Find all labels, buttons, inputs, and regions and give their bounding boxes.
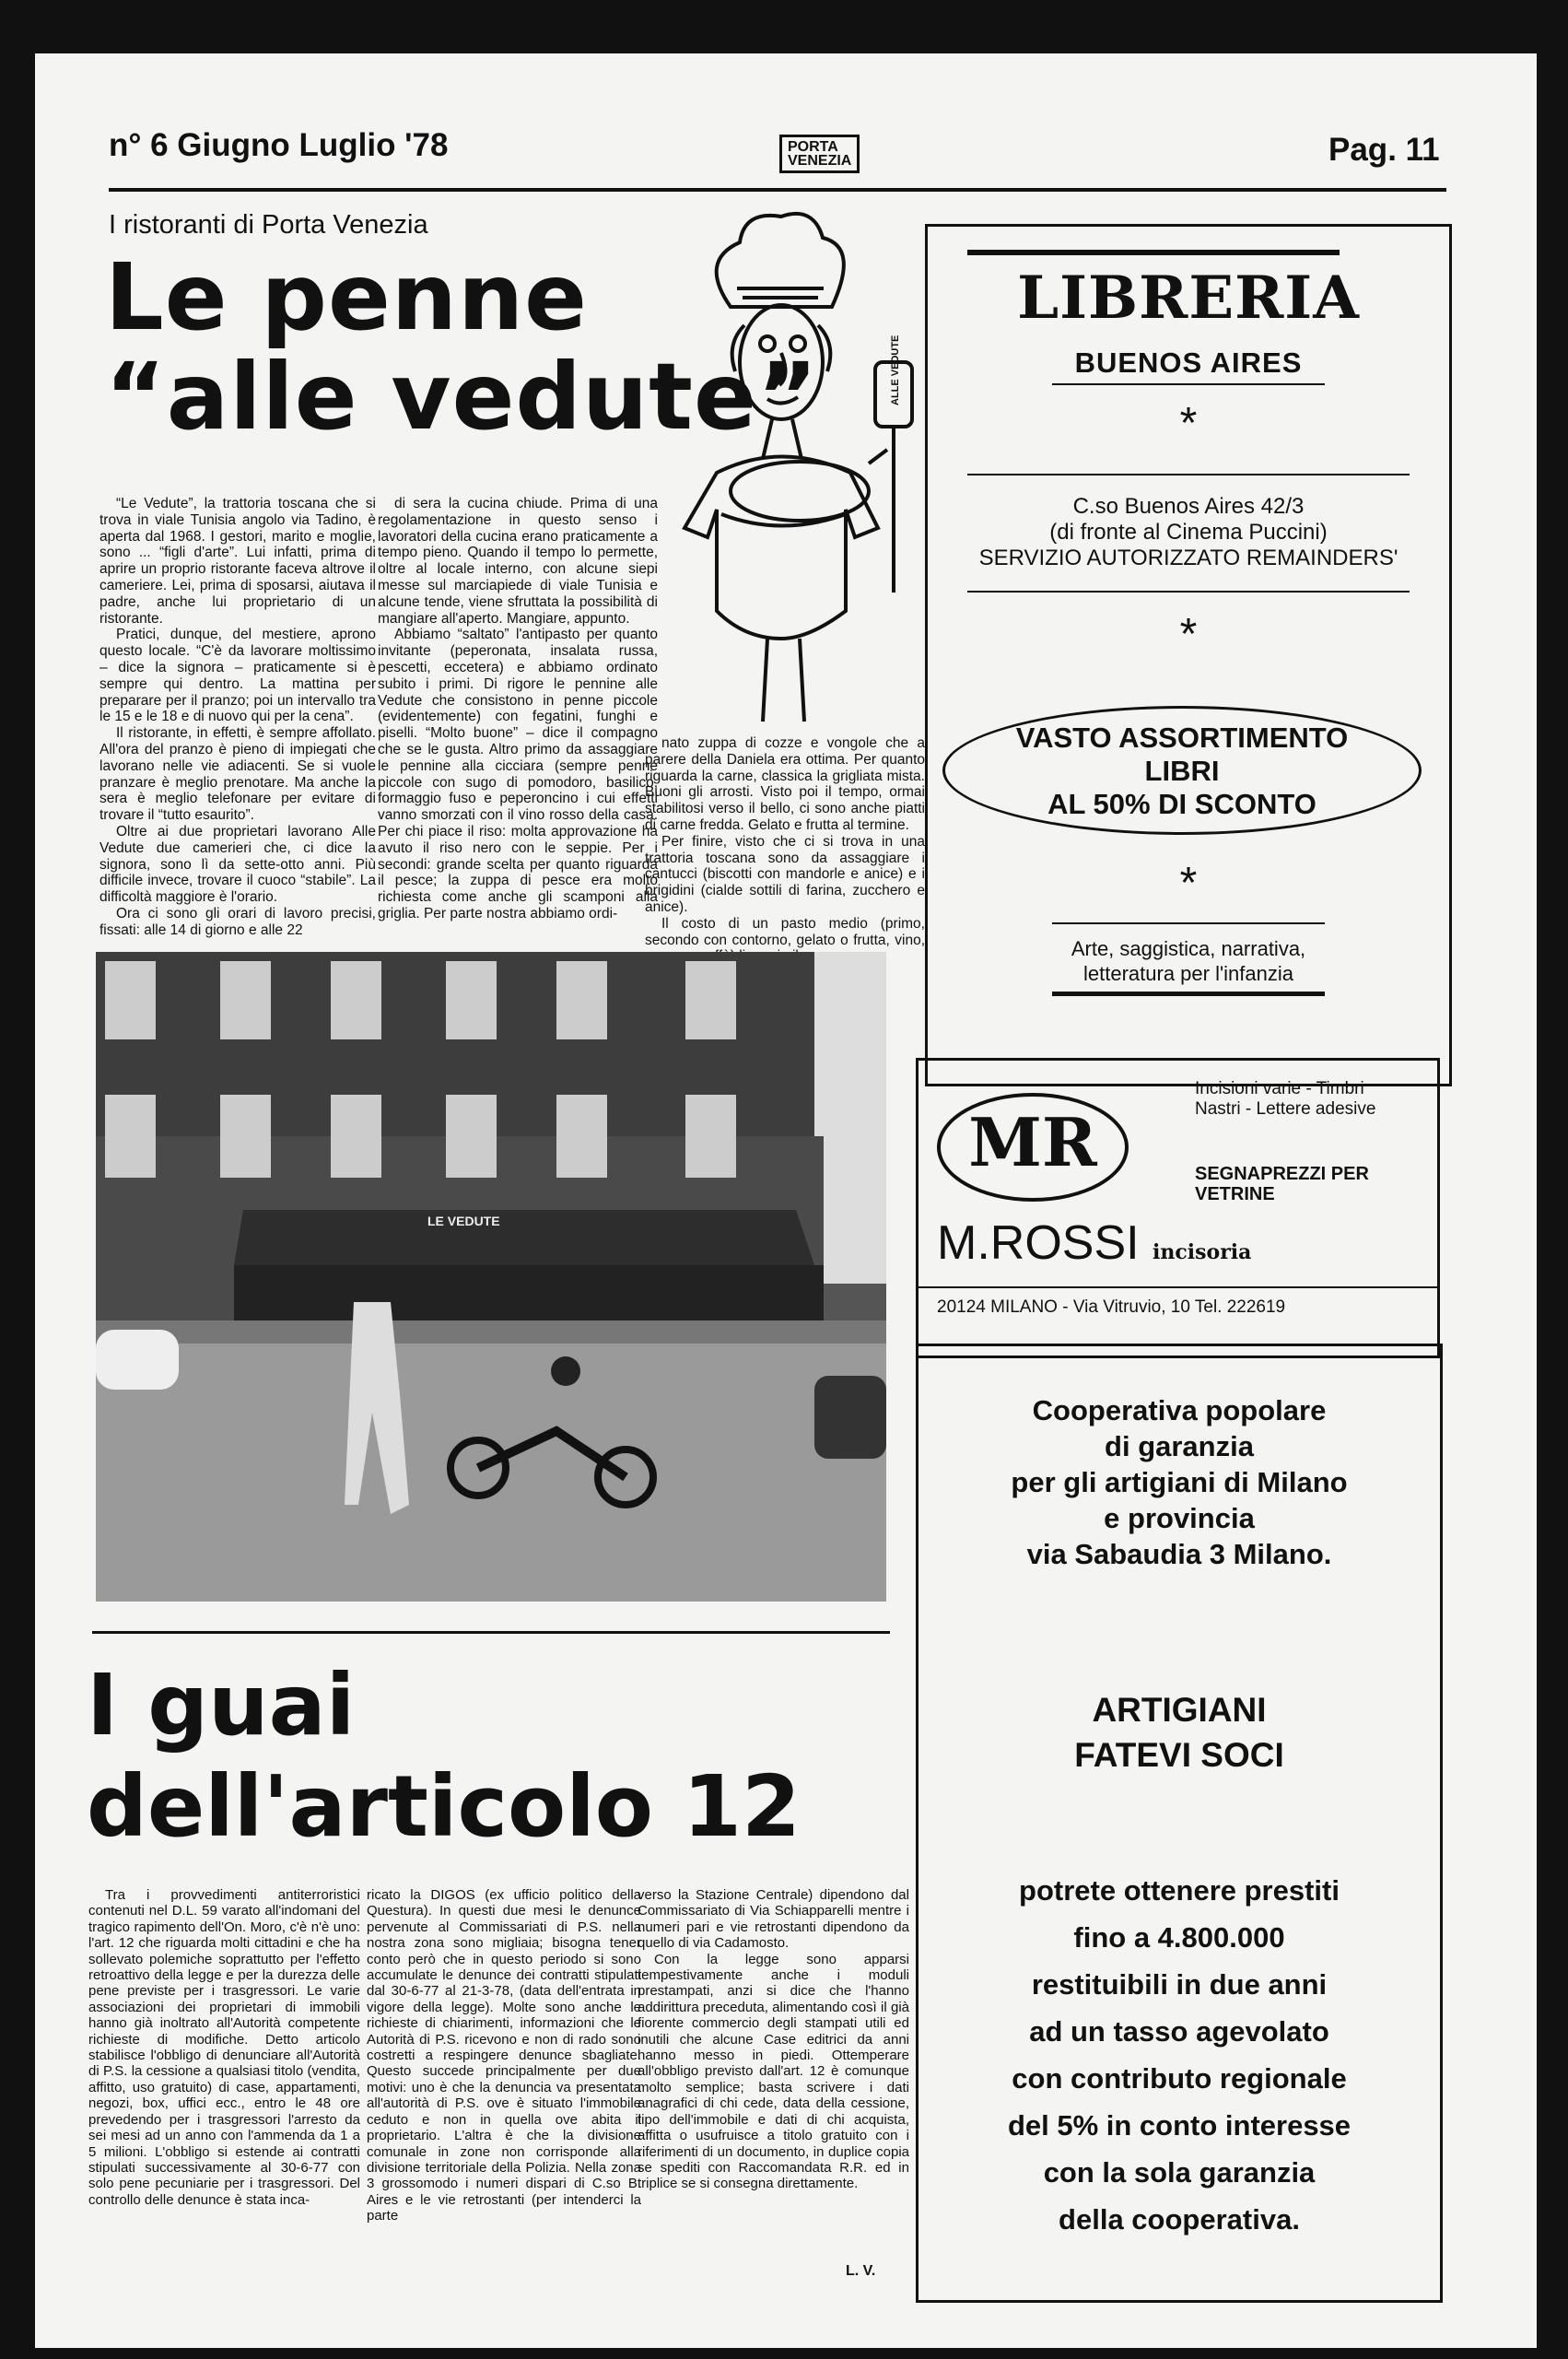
article1-col3-para: Per finire, visto che ci si trova in una trattoria toscana sono da assaggiare i cantucci (biscotti con mandorle e anice) e i brigidini (cialde sottili di farina, zucchero e anice).: [645, 833, 925, 915]
libreria-footer2: letteratura per l'infanzia: [1083, 962, 1293, 985]
porta-venezia-logo: [779, 135, 860, 173]
chef-illustration: [634, 205, 933, 726]
star-ornament: *: [1179, 610, 1198, 659]
coop-middle-block: [919, 1687, 1440, 1778]
libreria-ad: [925, 224, 1452, 1086]
rossi-address: 20124 MILANO - Via Vitruvio, 10 Tel. 222619: [937, 1297, 1286, 1317]
article1-col1-para: “Le Vedute”, la trattoria toscana che si trova in viale Tunisia angolo via Tadino, è aperta dal 1968. I gestori, marito e moglie, sono ... “figli d'arte”. Lui infatti, prima di aprire un proprio ristorante faceva altrove il cameriere. Lei, prima di sposarsi, aiutava il padre, anche lui proprietario di un ristorante.: [99, 496, 376, 627]
article1-column1: [99, 496, 376, 939]
coop-bottom-line: della cooperativa.: [1059, 2203, 1300, 2236]
logo-line1: PORTA: [788, 139, 838, 155]
coop-bottom-line: con contributo regionale: [1012, 2062, 1347, 2095]
article2-col2-para: ricato la DIGOS (ex ufficio politico della Questura). In questi due mesi le denunce pervenute al Commissariati di P.S. nella nostra zona sono migliaia; bisogna tener conto però che in questo periodo si sono accumulate le denunce dei contratti stipulati dal 30-6-77 al 21-3-78, (data dell'entrata in vigore della legge). Molte sono anche le richieste di chiarimenti, informazioni che le Autorità di P.S. ricevono e non di rado sono costretti a respingere denunce sbagliate. Questo succede principalmente per due motivi: uno è che la denuncia va presentata all'autorità di P.S. ove è situato l'immobile ceduto e non in quella ove abita il proprietario. L'altra è che la divisione comunale in zone non corrisponde alla divisione territoriale della Polizia. Nella zona 3 grossomodo i numeri dispari di C.so B. Aires e le vie retrostanti (per intenderci la parte: [367, 1887, 641, 2224]
libreria-address2: (di fronte al Cinema Puccini): [1049, 520, 1328, 545]
page-number: Pag. 11: [1328, 132, 1440, 168]
article2-column3: [638, 1887, 909, 2192]
article1-title-line1: Le penne: [105, 243, 588, 351]
libreria-subname: BUENOS AIRES: [1074, 346, 1303, 379]
article1-col3-para: Il costo di un pasto medio (primo, secondo con contorno, gelato o frutta, vino,: [645, 915, 925, 948]
newspaper-page: [35, 53, 1537, 2348]
ad-rule: [967, 250, 1340, 255]
coop-middle-line: ARTIGIANI: [1092, 1691, 1267, 1729]
article1-col2-para: di sera la cucina chiude. Prima di una regolamentazione in questo senso i lavoratori della cucina erano praticamente a tempo pieno. Quando il tempo lo permette, oltre al locale interno, con alcune siepi messe sul marciapiede di viale Tunisia e alcune tende, viene sfruttata la possibilità di mangiare all'aperto. Mangiare, appunto.: [378, 496, 658, 627]
coop-bottom-line: del 5% in conto interesse: [1007, 2109, 1352, 2142]
coop-top-line: per gli artigiani di Milano: [1011, 1466, 1348, 1498]
article1-title-line2: “alle vedute”: [105, 343, 819, 451]
oval-line3: AL 50% DI SCONTO: [1047, 788, 1316, 820]
article1-col1-para: Oltre ai due proprietari lavorano Alle Vedute due camerieri che, ci dice la signora, sono lì da sette-otto anni. Più difficile invece, trovare il cuoco “stabile”. La difficoltà maggiore è l'orario.: [99, 823, 376, 906]
discount-oval: [942, 706, 1422, 835]
rossi-monogram: MR: [968, 1103, 1097, 1181]
article1-kicker: I ristoranti di Porta Venezia: [109, 210, 428, 240]
coop-top-line: e provincia: [1104, 1502, 1255, 1534]
article2-rule: [92, 1631, 890, 1634]
article2-col3-para: verso la Stazione Centrale) dipendono dal Commissariato di Via Schiapparelli mentre i numeri pari e vie retrostanti dipendono da quello di via Cadamosto.: [638, 1887, 909, 1952]
cooperativa-ad: [916, 1344, 1443, 2303]
article2-col1-para: Tra i provvedimenti antiterroristici contenuti nel D.L. 59 varato all'indomani del tragico rapimento dell'On. Moro, c'è n'è uno: l'art. 12 che riguarda molti cittadini e che ha sollevato polemiche soprattutto per l'effetto retroattivo della legge e per la durezza delle pene previste per i trasgressori. Le varie associazioni dei proprietari di immobili hanno già inoltrato all'Autorità competente richieste di modifiche. Detto articolo stabilisce l'obbligo di denunciare all'Autorità di P.S. la cessione a qualsiasi titolo (vendita, affitto, uso gratuito) di case, appartamenti, negozi, box, uffici ecc., entro le 48 ore prevedendo per i trasgressori l'arresto da sei mesi ad un anno con l'ammenda da 1 a 5 milioni. L'obbligo si estende ai contratti stipulati successivamente al 30-6-77 con solo pene pecuniarie per i trasgressori. Del controllo delle denunce è stata inca-: [88, 1887, 360, 2208]
chef-sign-text: ALLE VEDUTE: [890, 334, 901, 405]
rossi-services: [1195, 1079, 1375, 1120]
logo-line2: VENEZIA: [788, 153, 852, 169]
coop-bottom-line: ad un tasso agevolato: [1029, 2015, 1329, 2048]
issue-date: n° 6 Giugno Luglio '78: [109, 127, 449, 163]
ad-rule: [1052, 922, 1325, 924]
ad-rule: [1052, 992, 1325, 996]
ad-rule: [967, 474, 1410, 475]
coop-bottom-block: [919, 1867, 1440, 2243]
coop-bottom-line: restituibili in due anni: [1031, 1968, 1328, 2001]
ad-rule: [1052, 383, 1325, 385]
oval-line1: VASTO ASSORTIMENTO: [1015, 722, 1349, 754]
article2-signature: L. V.: [846, 2263, 876, 2279]
article1-column3: [645, 735, 925, 965]
coop-top-line: via Sabaudia 3 Milano.: [1026, 1538, 1332, 1570]
oval-line2: LIBRI: [1144, 755, 1220, 787]
libreria-address1: C.so Buenos Aires 42/3: [1072, 494, 1305, 519]
star-ornament: *: [1179, 859, 1198, 908]
coop-bottom-line: potrete ottenere prestiti: [1019, 1874, 1340, 1907]
rossi-line2: Nastri - Lettere adesive: [1195, 1099, 1376, 1119]
restaurant-photo: [96, 952, 886, 1602]
coop-bottom-line: fino a 4.800.000: [1073, 1921, 1285, 1954]
rossi-brand: [937, 1215, 1251, 1280]
rossi-ad: [916, 1058, 1440, 1358]
libreria-name: LIBRERIA: [1017, 264, 1360, 333]
coop-top-block: [919, 1392, 1440, 1572]
coop-top-line: Cooperativa popolare: [1032, 1394, 1327, 1426]
star-ornament: *: [1179, 399, 1198, 448]
rossi-line1: Incisioni varie - Timbri: [1195, 1079, 1364, 1098]
article1-col2-para: Abbiamo “saltato” l'antipasto per quanto invitante (peperonata, insalata russa, pescetti, eccetera) e abbiamo ordinato subito i primi. Di rigore le pennine alle Vedute che consistono in penne piccole (evidentemente) con fegatini, funghi e piselli. “Molto buone” – dice il compagno che se le gusta. Altro primo da assaggiare le pennine alla cicciara (sempre penne piccole con sugo di pomodoro, basilico, formaggio fuso e peperoncino i cui effetti vanno smorzati con il vino rosso della casa. Per chi piace il riso: molta approvazione ha avuto il riso nero con le seppie. Per i secondi: grande scelta per quanto riguarda il pesce; la zuppa di pesce era molto richiesta come anche gli scamponi alla griglia. Per parte nostra abbiamo ordi-: [378, 627, 658, 921]
article1-col1-para: Ora ci sono gli orari di lavoro precisi, fissati: alle 14 di giorno e alle 22: [99, 905, 376, 938]
coop-middle-line: FATEVI SOCI: [1074, 1736, 1284, 1774]
article1-col1-para: Pratici, dunque, del mestiere, aprono questo locale. “C'è da lavorare moltissimo – dice la signora – praticamente si è sempre qui dentro. La mattina per preparare per il pranzo; poi un intervallo tra le 15 e le 18 e di nuovo qui per la cena”.: [99, 627, 376, 725]
libreria-address-block: [928, 494, 1449, 571]
rossi-line4: VETRINE: [1195, 1184, 1275, 1204]
article2-column2: [367, 1887, 641, 2224]
article2-col3-para: Con la legge sono apparsi tempestivamente anche i moduli prestampati, anzi si dice che l'hanno addirittura preceduta, alimentando così il già fiorente commercio degli stampati utili ed inutili che alcune Case editrici da anni hanno messo in piedi. Ottemperare all'obbligo previsto dall'art. 12 è comunque molto semplice; basta scrivere i dati anagrafici di chi cede, data della cessione, tipo dell'immobile e dati di chi acquista, affitta o usufruisce a titolo gratuito con i riferimenti di un documento, in duplice copia se spediti con Raccomandata R.R. ed in triplice se si consegna direttamente.: [638, 1951, 909, 2192]
rossi-segnaprezzi: [1195, 1164, 1369, 1204]
rossi-line3: SEGNAPREZZI PER: [1195, 1164, 1369, 1184]
article1-column2: [378, 496, 658, 922]
header-rule: [109, 188, 1446, 192]
article1-col1-para: Il ristorante, in effetti, è sempre affollato. All'ora del pranzo è pieno di impiegati che lavorano nelle vie adiacenti. Se si vuole pranzare è meglio prenotare. Ma anche la sera è meglio telefonare per evitare di trovare il “tutto esaurito”.: [99, 725, 376, 824]
coop-bottom-line: con la sola garanzia: [1043, 2156, 1316, 2189]
article2-title-line1: I guai: [87, 1656, 356, 1755]
article2-title-line2: dell'articolo 12: [87, 1757, 801, 1856]
coop-top-line: di garanzia: [1105, 1430, 1254, 1462]
rossi-name: M.ROSSI: [937, 1216, 1140, 1270]
ad-rule: [919, 1286, 1437, 1288]
article1-col3-para: nato zuppa di cozze e vongole che a parere della Daniela era ottima. Per quanto riguarda la carne, classica la grigliata mista. Buoni gli arrosti. Visto poi il tempo, ormai stabilitosi verso il bello, ci sono anche piatti di carne fredda. Gelato e frutta al termine.: [645, 735, 925, 833]
rossi-monogram-oval: [937, 1093, 1129, 1202]
ad-rule: [967, 591, 1410, 593]
libreria-address3: SERVIZIO AUTORIZZATO REMAINDERS': [978, 546, 1398, 570]
libreria-footer1: Arte, saggistica, narrativa,: [1071, 937, 1306, 960]
rossi-name-suffix: incisoria: [1153, 1240, 1252, 1264]
photo-awning-text: LE VEDUTE: [427, 1214, 500, 1228]
libreria-footer: [928, 936, 1449, 986]
article2-column1: [88, 1887, 360, 2208]
